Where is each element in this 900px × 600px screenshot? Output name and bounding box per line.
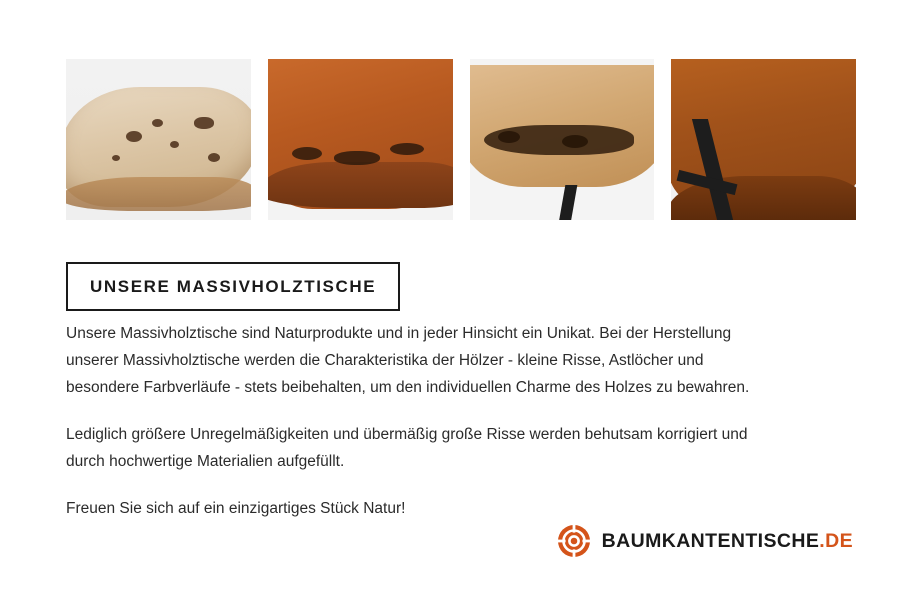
wood-knot-icon (152, 119, 163, 127)
brand-name: BAUMKANTENTISCHE (601, 529, 820, 552)
gallery-image-2[interactable] (268, 59, 453, 220)
paragraph-2: Lediglich größere Unregelmäßigkeiten und übermäßig große Risse werden behutsam korrigiert und durch hochwertige Materialien aufgefüllt. (66, 426, 748, 470)
brand-tld: .DE (819, 529, 853, 552)
body-copy (66, 320, 772, 522)
wood-knot-icon (126, 131, 142, 142)
wood-knot-icon (498, 131, 520, 143)
wood-knot-icon (208, 153, 220, 162)
wood-slab-shape (66, 87, 251, 207)
paragraph-3: Freuen Sie sich auf ein einzigartiges Stück Natur! (66, 500, 406, 517)
wood-knot-icon (194, 117, 214, 129)
gallery-image-4[interactable] (671, 59, 856, 220)
brand-wordmark (602, 530, 853, 553)
page-title: UNSERE MASSIVHOLZTISCHE (90, 277, 377, 296)
paragraph-1: Unsere Massivholztische sind Naturprodukte und in jeder Hinsicht ein Unikat. Bei der Herstellung unserer Massivholztische werden die Charakteristika der Hölzer - kleine Risse, Astlöcher und besondere Farbverläufe - stets beibehalten, um den individuellen Charme des Holzes zu bewahren. (66, 325, 750, 396)
live-edge-shape (268, 162, 453, 208)
gallery-image-1[interactable] (66, 59, 251, 220)
wood-knot-icon (292, 147, 322, 160)
gallery-image-3[interactable] (470, 59, 655, 220)
logo-mark-icon (557, 524, 591, 558)
wood-knot-icon (390, 143, 424, 155)
table-leg-shape (558, 185, 577, 220)
brand-logo[interactable] (557, 524, 853, 558)
section-heading-box (66, 262, 400, 311)
wood-knot-icon (170, 141, 179, 148)
wood-knot-icon (562, 135, 588, 148)
wood-knot-icon (334, 151, 380, 165)
wood-knot-icon (112, 155, 120, 161)
image-gallery (66, 59, 856, 220)
